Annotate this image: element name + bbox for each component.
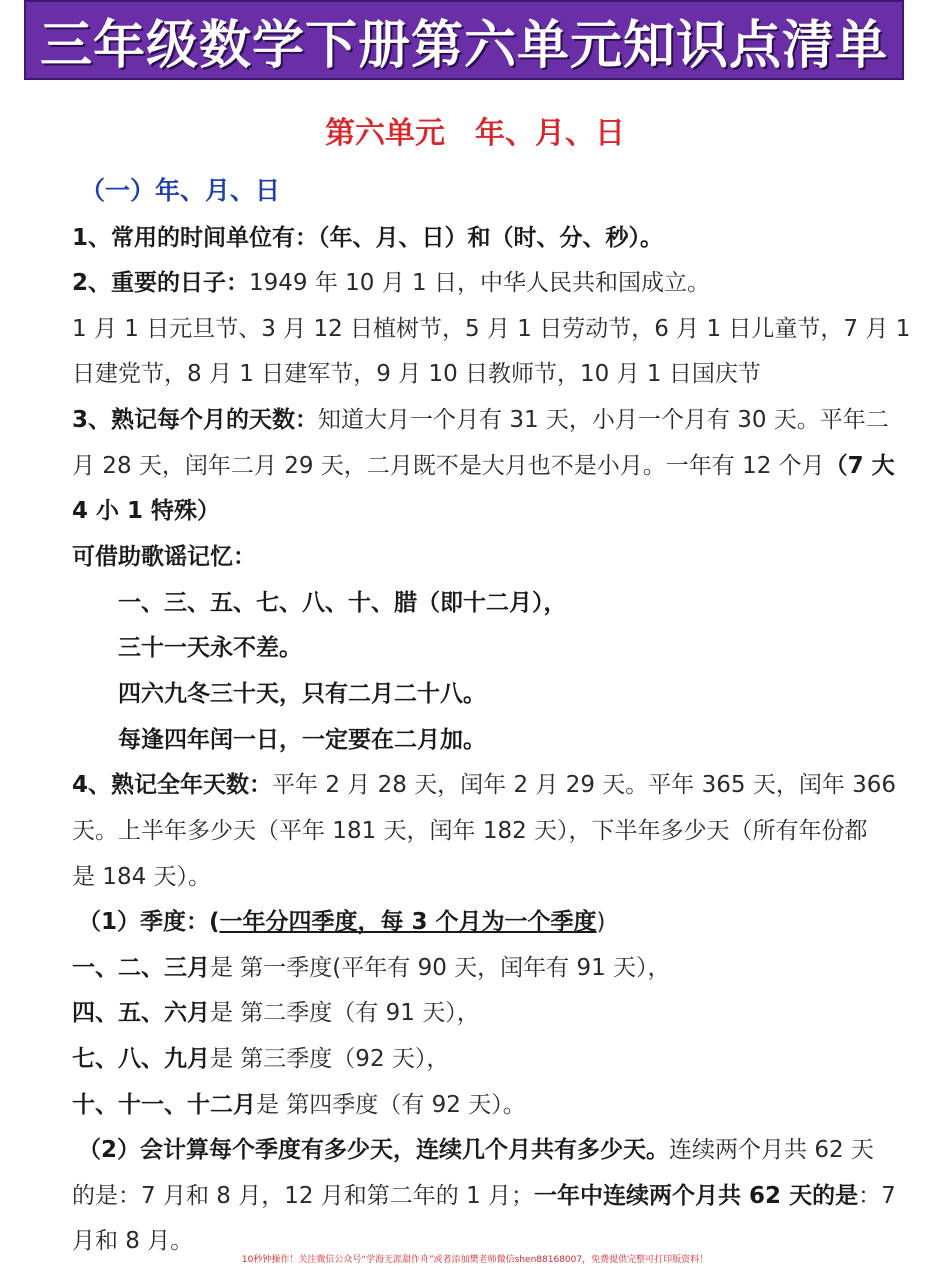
item-4-text-1: 平年 2 月 28 天，闰年 2 月 29 天。平年 365 天，闰年 366 <box>272 772 897 798</box>
item-4-line-3: 是 184 天）。 <box>72 864 212 890</box>
item-3-line-3: 4 小 1 特殊） <box>72 498 221 524</box>
song-line-2: 三十一天永不差。 <box>118 635 302 661</box>
song-intro: 可借助歌谣记忆： <box>72 544 256 570</box>
item-2 <box>72 268 710 298</box>
page-title: 三年级数学下册第六单元知识点清单 <box>39 15 888 76</box>
holidays-line-1: 1 月 1 日元旦节、3 月 12 日植树节，5 月 1 日劳动节，6 月 1 日儿童节，7 月 1 <box>72 316 911 342</box>
seasons-heading-suffix: ) <box>596 909 606 935</box>
season-row <box>72 953 671 983</box>
season-desc: 是 第三季度（92 天）， <box>210 1046 450 1072</box>
unit-subtitle: 第六单元 年、月、日 <box>325 116 625 151</box>
title-banner <box>24 0 904 80</box>
season-months: 四、五、六月 <box>72 1000 210 1026</box>
season-months: 七、八、九月 <box>72 1046 210 1072</box>
item-5-bold-1: （2）会计算每个季度有多少天，连续几个月共有多少天。 <box>78 1137 670 1163</box>
item-5-line-1 <box>78 1135 874 1165</box>
item-3-text-2: 月 28 天，闰年二月 29 天，二月既不是大月也不是小月。一年有 12 个月 <box>72 453 825 479</box>
item-3-line-2 <box>72 451 895 481</box>
item-3-text-1: 知道大月一个月有 31 天，小月一个月有 30 天。平年二 <box>318 407 889 433</box>
item-2-text: 1949 年 10 月 1 日，中华人民共和国成立。 <box>249 270 711 296</box>
holidays-line-2: 日建党节，8 月 1 日建军节，9 月 10 日教师节，10 月 1 日国庆节 <box>72 361 761 387</box>
item-1: 1、常用的时间单位有：（年、月、日）和（时、分、秒）。 <box>72 225 664 251</box>
item-5-text-1: 连续两个月共 62 天 <box>669 1137 874 1163</box>
item-3-line-1 <box>72 405 889 435</box>
seasons-heading-underlined: 一年分四季度，每 3 个月为一个季度 <box>219 909 597 935</box>
item-5-text-2b: ：7 <box>858 1183 896 1209</box>
season-months: 一、二、三月 <box>72 955 210 981</box>
section-heading: （一）年、月、日 <box>80 176 281 205</box>
season-row <box>72 1090 526 1120</box>
item-4-label: 4、熟记全年天数： <box>72 772 273 798</box>
season-row <box>72 998 480 1028</box>
item-5-line-2 <box>72 1181 896 1211</box>
item-4-line-2: 天。上半年多少天（平年 181 天，闰年 182 天），下半年多少天（所有年份都 <box>72 818 868 844</box>
seasons-heading <box>78 907 606 937</box>
item-3-bold-2: （7 大 <box>824 453 895 479</box>
season-desc: 是 第一季度(平年有 90 天，闰年有 91 天）， <box>210 955 671 981</box>
item-4-line-1 <box>72 770 896 800</box>
item-5-text-2a: 的是：7 月和 8 月，12 月和第二年的 1 月； <box>72 1183 535 1209</box>
item-3-label: 3、熟记每个月的天数： <box>72 407 319 433</box>
item-5-line-3: 月和 8 月。 <box>72 1228 194 1254</box>
season-months: 十、十一、十二月 <box>72 1092 256 1118</box>
item-2-label: 2、重要的日子： <box>72 270 250 296</box>
footer-note: 10秒钟操作！关注微信公众号“学海无涯甜作舟”或者添加樊老师微信shen88168007，免费提供完整可打印版资料！ <box>241 1255 709 1265</box>
seasons-heading-prefix: （1）季度：( <box>78 909 220 935</box>
season-desc: 是 第四季度（有 92 天）。 <box>256 1092 526 1118</box>
season-desc: 是 第二季度（有 91 天）， <box>210 1000 480 1026</box>
song-line-1: 一、三、五、七、八、十、腊（即十二月）， <box>118 590 567 616</box>
item-5-bold-2: 一年中连续两个月共 62 天的是 <box>534 1183 859 1209</box>
song-line-3: 四六九冬三十天，只有二月二十八。 <box>118 681 486 707</box>
song-line-4: 每逢四年闰一日，一定要在二月加。 <box>118 727 486 753</box>
season-row <box>72 1044 449 1074</box>
